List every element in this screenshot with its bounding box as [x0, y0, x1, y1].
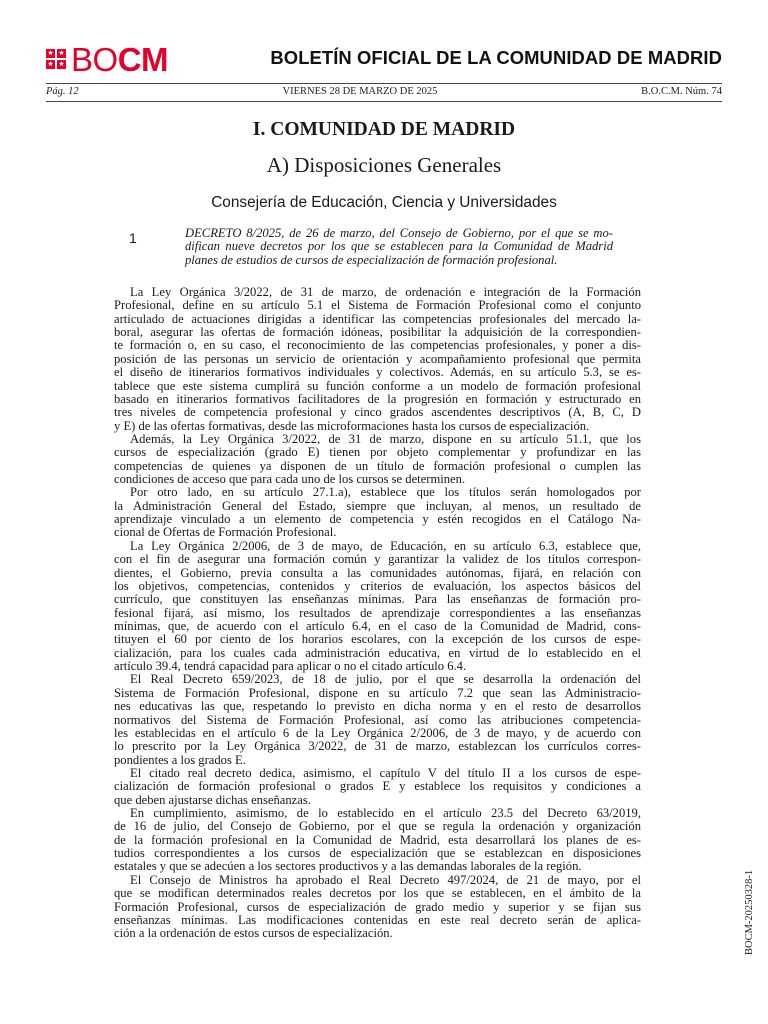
body-line: En cumplimiento, asimismo, de lo establecido en el artículo 23.5 del Decreto 63/2019, — [130, 806, 641, 821]
body-line: y E) de las ofertas formativas, desde las microformaciones hasta los cursos de especialización. — [114, 418, 590, 433]
header-rule-top — [46, 83, 722, 84]
body-line: los objetivos, competencias, contenidos y criterios de evaluación, los aspectos básicos del — [114, 578, 641, 593]
decree-body — [114, 286, 641, 941]
body-line: de 16 de julio, del Consejo de Gobierno, por el que se regula la ordenación y organización — [114, 819, 641, 834]
body-line: tituyen el 60 por ciento de los horarios escolares, con la excepción de los cursos de espe- — [114, 632, 641, 647]
body-line: El citado real decreto dedica, asimismo, el capítulo V del título II a los cursos de espe- — [130, 765, 641, 780]
body-paragraph — [114, 767, 641, 807]
body-line: enseñanzas mínimas. Las modificaciones contenidas en este real decreto serán de aplica- — [114, 912, 641, 927]
body-paragraph — [114, 540, 641, 674]
body-line: cursos de especialización (grado E) tienen por objeto complementar y profundizar en las — [114, 445, 641, 460]
decree-number: 1 — [129, 230, 137, 246]
publication-title: BOLETÍN OFICIAL DE LA COMUNIDAD DE MADRID — [270, 47, 722, 68]
body-line: articulado de actuaciones dirigidas a identificar las competencias profesionales del mercado la- — [114, 311, 641, 326]
body-line: les establecidas en el artículo 6 de la Ley Orgánica 2/2006, de 3 de mayo, y de acuerdo con — [114, 725, 641, 740]
body-line: la Administración General del Estado, siempre que incluyan, al menos, un resultado de — [114, 498, 641, 513]
body-line: ción a la ordenación de estos cursos de especialización. — [114, 926, 393, 941]
body-line: con el fin de asegurar una formación común y garantizar la validez de los títulos correspon- — [114, 552, 641, 567]
body-paragraph — [114, 286, 641, 433]
body-line: normativos del Sistema de Formación Profesional, así como las atribuciones competencia- — [114, 712, 641, 727]
body-line: cialización, para los cuales cada administración educativa, en virtud de lo establecido en el — [114, 645, 641, 660]
body-line: El Real Decreto 659/2023, de 18 de julio, por el que se desarrolla la ordenación del — [130, 672, 641, 687]
header-meta — [46, 86, 722, 97]
body-line: tudios correspondientes a los cursos de especialización que se establezcan en disposiciones — [114, 846, 641, 861]
body-line: posición de las personas un servicio de orientación y acompañamiento profesional que permita — [114, 351, 641, 366]
body-line: Sistema de Formación Profesional, dispone en su artículo 7.2 que sean las Administracio- — [114, 685, 641, 700]
body-line: de la formación profesional en la Comunidad de Madrid, esta desarrollará los planes de es- — [114, 832, 641, 847]
body-line: pondientes a los grados E. — [114, 752, 246, 767]
body-paragraph — [114, 874, 641, 941]
decree-title-line: DECRETO 8/2025, de 26 de marzo, del Consejo de Gobierno, por el que se mo- — [185, 226, 613, 240]
decree-title-line: difican nueve decretos por los que se establecen para la Comunidad de Madrid — [185, 239, 613, 254]
section-subtitle: A) Disposiciones Generales — [266, 153, 502, 177]
decree-title — [185, 227, 613, 267]
body-line: competencias de quienes ya disponen de un título de formación profesional o cumplen las — [114, 458, 641, 473]
bocm-logo — [46, 42, 168, 76]
body-line: condiciones de acceso que para cada uno de los cursos se determinen. — [114, 472, 466, 487]
body-paragraph — [114, 486, 641, 539]
body-line: lo prescrito por la Ley Orgánica 3/2022, de 31 de marzo, establezcan los currículos corres- — [114, 739, 641, 754]
decree-title-line: planes de estudios de cursos de especialización de formación profesional. — [185, 252, 558, 267]
logo-wordmark: BOCM — [71, 40, 169, 78]
body-line: La Ley Orgánica 3/2022, de 31 de marzo, de ordenación e integración de la Formación — [130, 285, 641, 299]
header-rule-bottom — [46, 101, 722, 102]
body-line: La Ley Orgánica 2/2006, de 3 de mayo, de Educación, en su artículo 6.3, establece que, — [130, 538, 641, 553]
body-line: te formación o, en su caso, el reconocimiento de las competencias profesionales, y poner a dis- — [114, 338, 641, 353]
body-line: fesional fijará, así mismo, los resultados de aprendizaje correspondientes a las enseñanzas — [114, 605, 641, 620]
issue-number: B.O.C.M. Núm. 74 — [641, 86, 722, 97]
body-line: mínimas, que, de acuerdo con el artículo 6.4, en el caso de la Comunidad de Madrid, cons- — [114, 618, 641, 633]
body-line: Profesional, define en su artículo 5.1 el Sistema de Formación Profesional como el conjunto — [114, 298, 641, 313]
body-line: que se modifican determinados reales decretos por los que se establecen, en el ámbito de la — [114, 886, 641, 901]
body-line: basado en itinerarios formativos facilitadores de la progresión en formación y estructurado en — [114, 391, 641, 406]
body-line: artículo 39.4, tendrá capacidad para aplicar o no el citado artículo 6.4. — [114, 659, 467, 674]
body-paragraph — [114, 673, 641, 767]
body-line: estatales y que se adecúen a los sectores productivos y a las demandas laborales de la región. — [114, 859, 582, 874]
body-line: El Consejo de Ministros ha aprobado el Real Decreto 497/2024, de 21 de mayo, por el — [130, 872, 641, 887]
department-name: Consejería de Educación, Ciencia y Universidades — [211, 194, 557, 211]
issue-date: VIERNES 28 DE MARZO DE 2025 — [282, 86, 438, 97]
body-line: Formación Profesional, cursos de especialización de grado medio y superior y se fijan sus — [114, 899, 641, 914]
body-line: Además, la Ley Orgánica 3/2022, de 31 de marzo, dispone en su artículo 51.1, que los — [130, 431, 641, 446]
madrid-stars-icon: ★ ★ ★ ★ — [47, 49, 65, 68]
body-line: dientes, el Gobierno, previa consulta a las comunidades autónomas, fijará, en relación con — [114, 565, 641, 580]
body-line: tablece que este sistema cumplirá su función conforme a un modelo de formación profesional — [114, 378, 641, 393]
document-code-text: BOCM-20250328-1 — [744, 869, 755, 955]
body-line: tres niveles de competencia profesional y cinco grados ascendentes descriptivos (A, B, C, D — [114, 405, 641, 420]
body-line: nes educativas las que, respetando lo previsto en dicha norma y en el resto de desarrollos — [114, 699, 641, 714]
body-line: aprendizaje vinculado a un elemento de competencia y estén recogidos en el Catálogo Na- — [114, 512, 641, 527]
body-line: boral, asegurar las ofertas de formación idóneas, posibilitar la adquisición de la correspondien- — [114, 325, 641, 340]
body-line: el diseño de itinerarios formativos individuales y colectivos. Además, en su artículo 5.3, se es- — [114, 365, 641, 380]
body-line: cialización de formación profesional o grados E y establece los requisitos y condiciones a — [114, 779, 641, 794]
section-title: I. COMUNIDAD DE MADRID — [252, 119, 516, 140]
body-line: Por otro lado, en su artículo 27.1.a), establece que los títulos serán homologados por — [130, 485, 641, 500]
page-number: Pág. 12 — [46, 86, 79, 97]
body-line: que deben ajustarse dichas enseñanzas. — [114, 792, 311, 807]
body-line: currículo, que constituyen las enseñanzas mínimas. Para las enseñanzas de formación pro- — [114, 592, 641, 607]
body-line: cional de Ofertas de Formación Profesional. — [114, 525, 337, 540]
body-paragraph — [114, 807, 641, 874]
body-paragraph — [114, 433, 641, 486]
